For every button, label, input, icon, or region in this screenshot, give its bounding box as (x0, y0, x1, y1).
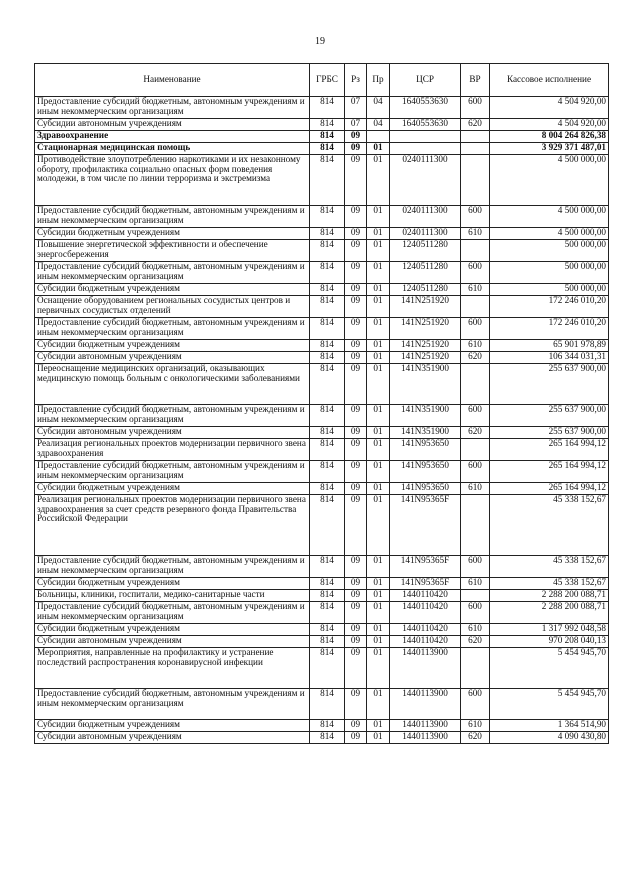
cell-pr: 01 (367, 732, 390, 744)
cell-vr (461, 155, 490, 206)
cell-name: Мероприятия, направленные на профилактику и устранение последствий распространения коронавирусной инфекции (35, 648, 310, 689)
cell-rz: 09 (345, 284, 367, 296)
cell-grbs: 814 (310, 262, 345, 284)
cell-csr: 1440113900 (390, 689, 461, 720)
cell-rz: 07 (345, 119, 367, 131)
cell-csr: 1440110420 (390, 590, 461, 602)
cell-grbs: 814 (310, 352, 345, 364)
cell-vr (461, 143, 490, 155)
cell-grbs: 814 (310, 689, 345, 720)
cell-rz: 09 (345, 720, 367, 732)
cell-grbs: 814 (310, 284, 345, 296)
cell-pr: 01 (367, 556, 390, 578)
cell-name: Субсидии бюджетным учреждениям (35, 624, 310, 636)
cell-vr: 600 (461, 461, 490, 483)
cell-pr: 01 (367, 143, 390, 155)
cell-name: Больницы, клиники, госпитали, медико-санитарные части (35, 590, 310, 602)
cell-vr: 610 (461, 228, 490, 240)
cell-name: Стационарная медицинская помощь (35, 143, 310, 155)
cell-name: Субсидии бюджетным учреждениям (35, 720, 310, 732)
cell-name: Субсидии бюджетным учреждениям (35, 483, 310, 495)
cell-vr: 610 (461, 340, 490, 352)
cell-csr: 141N95365F (390, 495, 461, 556)
cell-amount: 4 504 920,00 (490, 97, 609, 119)
cell-pr: 01 (367, 590, 390, 602)
cell-rz: 09 (345, 483, 367, 495)
table-row (35, 284, 609, 296)
cell-csr: 141N953650 (390, 483, 461, 495)
cell-pr: 04 (367, 119, 390, 131)
cell-amount: 65 901 978,89 (490, 340, 609, 352)
cell-vr: 600 (461, 97, 490, 119)
cell-vr: 620 (461, 636, 490, 648)
cell-grbs: 814 (310, 318, 345, 340)
cell-csr: 141N351900 (390, 405, 461, 427)
cell-pr: 01 (367, 461, 390, 483)
cell-grbs: 814 (310, 720, 345, 732)
cell-name: Предоставление субсидий бюджетным, автономным учреждениям и иным некоммерческим организациям (35, 97, 310, 119)
cell-grbs: 814 (310, 495, 345, 556)
cell-pr: 01 (367, 689, 390, 720)
cell-amount: 970 208 040,13 (490, 636, 609, 648)
cell-grbs: 814 (310, 228, 345, 240)
cell-amount: 106 344 031,31 (490, 352, 609, 364)
cell-rz: 09 (345, 143, 367, 155)
cell-pr: 01 (367, 284, 390, 296)
cell-rz: 09 (345, 352, 367, 364)
cell-csr (390, 143, 461, 155)
cell-rz: 09 (345, 495, 367, 556)
cell-rz: 09 (345, 578, 367, 590)
table-row (35, 119, 609, 131)
table-row (35, 155, 609, 206)
cell-vr: 610 (461, 720, 490, 732)
cell-pr: 01 (367, 206, 390, 228)
header-amount: Кассовое исполнение (490, 64, 609, 97)
cell-vr (461, 648, 490, 689)
cell-grbs: 814 (310, 206, 345, 228)
cell-amount: 4 500 000,00 (490, 206, 609, 228)
cell-rz: 09 (345, 131, 367, 143)
cell-pr: 01 (367, 364, 390, 405)
cell-pr: 01 (367, 648, 390, 689)
cell-grbs: 814 (310, 131, 345, 143)
cell-csr: 141N251920 (390, 340, 461, 352)
cell-name: Субсидии автономным учреждениям (35, 352, 310, 364)
cell-vr: 620 (461, 352, 490, 364)
cell-csr: 1240511280 (390, 262, 461, 284)
cell-csr: 1440110420 (390, 602, 461, 624)
cell-csr: 1440110420 (390, 636, 461, 648)
cell-name: Предоставление субсидий бюджетным, автономным учреждениям и иным некоммерческим организациям (35, 602, 310, 624)
cell-csr: 1240511280 (390, 284, 461, 296)
table-row (35, 461, 609, 483)
cell-grbs: 814 (310, 155, 345, 206)
cell-rz: 09 (345, 206, 367, 228)
cell-grbs: 814 (310, 648, 345, 689)
cell-vr (461, 131, 490, 143)
cell-name: Предоставление субсидий бюджетным, автономным учреждениям и иным некоммерческим организациям (35, 262, 310, 284)
table-row (35, 427, 609, 439)
header-vr: ВР (461, 64, 490, 97)
cell-grbs: 814 (310, 143, 345, 155)
cell-vr: 610 (461, 284, 490, 296)
table-row (35, 648, 609, 689)
cell-rz: 09 (345, 590, 367, 602)
cell-csr: 141N251920 (390, 296, 461, 318)
cell-csr: 1640553630 (390, 97, 461, 119)
cell-grbs: 814 (310, 340, 345, 352)
cell-grbs: 814 (310, 590, 345, 602)
cell-amount: 2 288 200 088,71 (490, 602, 609, 624)
cell-amount: 4 500 000,00 (490, 155, 609, 206)
cell-pr: 01 (367, 483, 390, 495)
cell-amount: 172 246 010,20 (490, 318, 609, 340)
cell-vr: 620 (461, 119, 490, 131)
cell-grbs: 814 (310, 602, 345, 624)
page-number: 19 (315, 36, 325, 47)
cell-grbs: 814 (310, 461, 345, 483)
cell-amount: 4 090 430,80 (490, 732, 609, 744)
cell-grbs: 814 (310, 578, 345, 590)
cell-amount: 265 164 994,12 (490, 461, 609, 483)
cell-pr: 01 (367, 340, 390, 352)
cell-grbs: 814 (310, 296, 345, 318)
table-row (35, 405, 609, 427)
cell-vr (461, 364, 490, 405)
cell-name: Предоставление субсидий бюджетным, автономным учреждениям и иным некоммерческим организациям (35, 206, 310, 228)
cell-grbs: 814 (310, 364, 345, 405)
cell-amount: 5 454 945,70 (490, 689, 609, 720)
cell-csr: 1440110420 (390, 624, 461, 636)
cell-pr: 01 (367, 228, 390, 240)
cell-rz: 09 (345, 556, 367, 578)
table-row (35, 296, 609, 318)
cell-grbs: 814 (310, 556, 345, 578)
table-row (35, 624, 609, 636)
cell-name: Здравоохранение (35, 131, 310, 143)
cell-pr: 01 (367, 318, 390, 340)
cell-pr: 01 (367, 495, 390, 556)
cell-rz: 09 (345, 405, 367, 427)
cell-rz: 09 (345, 228, 367, 240)
cell-pr: 01 (367, 439, 390, 461)
table-row (35, 97, 609, 119)
cell-name: Предоставление субсидий бюджетным, автономным учреждениям и иным некоммерческим организациям (35, 556, 310, 578)
cell-csr: 141N953650 (390, 439, 461, 461)
cell-vr (461, 495, 490, 556)
cell-name: Переоснащение медицинских организаций, оказывающих медицинскую помощь больным с онкологическими заболеваниями (35, 364, 310, 405)
cell-rz: 09 (345, 624, 367, 636)
cell-amount: 2 288 200 088,71 (490, 590, 609, 602)
cell-name: Субсидии бюджетным учреждениям (35, 284, 310, 296)
cell-vr (461, 439, 490, 461)
cell-pr: 01 (367, 296, 390, 318)
header-grbs: ГРБС (310, 64, 345, 97)
cell-amount: 45 338 152,67 (490, 556, 609, 578)
cell-vr: 600 (461, 602, 490, 624)
cell-pr: 01 (367, 155, 390, 206)
cell-csr: 141N95365F (390, 578, 461, 590)
table-row (35, 495, 609, 556)
cell-pr: 01 (367, 602, 390, 624)
cell-amount: 500 000,00 (490, 262, 609, 284)
cell-vr: 600 (461, 556, 490, 578)
table-row (35, 240, 609, 262)
cell-csr: 141N251920 (390, 318, 461, 340)
cell-grbs: 814 (310, 97, 345, 119)
cell-amount: 4 500 000,00 (490, 228, 609, 240)
cell-amount: 265 164 994,12 (490, 483, 609, 495)
cell-amount: 255 637 900,00 (490, 364, 609, 405)
cell-name: Субсидии бюджетным учреждениям (35, 228, 310, 240)
cell-vr: 600 (461, 405, 490, 427)
cell-csr: 0240111300 (390, 206, 461, 228)
cell-name: Субсидии автономным учреждениям (35, 119, 310, 131)
cell-csr: 141N953650 (390, 461, 461, 483)
cell-csr: 141N351900 (390, 364, 461, 405)
cell-name: Повышение энергетической эффективности и обеспечение энергосбережения (35, 240, 310, 262)
cell-csr: 1440113900 (390, 720, 461, 732)
header-name: Наименование (35, 64, 310, 97)
cell-csr: 0240111300 (390, 155, 461, 206)
cell-pr: 01 (367, 624, 390, 636)
cell-vr (461, 240, 490, 262)
cell-rz: 09 (345, 364, 367, 405)
cell-rz: 09 (345, 296, 367, 318)
cell-rz: 09 (345, 732, 367, 744)
cell-csr: 0240111300 (390, 228, 461, 240)
table-row (35, 578, 609, 590)
cell-grbs: 814 (310, 624, 345, 636)
cell-vr: 620 (461, 427, 490, 439)
table-row (35, 340, 609, 352)
cell-rz: 09 (345, 461, 367, 483)
cell-name: Противодействие злоупотреблению наркотиками и их незаконному обороту, профилактика социально опасных форм поведения молодежи, в том числе по линии терроризма и экстремизма (35, 155, 310, 206)
table-row (35, 131, 609, 143)
table-row (35, 732, 609, 744)
cell-amount: 255 637 900,00 (490, 405, 609, 427)
cell-grbs: 814 (310, 636, 345, 648)
cell-rz: 09 (345, 155, 367, 206)
cell-vr: 610 (461, 624, 490, 636)
table-row (35, 689, 609, 720)
cell-rz: 09 (345, 340, 367, 352)
cell-vr: 600 (461, 262, 490, 284)
cell-rz: 09 (345, 427, 367, 439)
table-row (35, 318, 609, 340)
cell-grbs: 814 (310, 439, 345, 461)
cell-pr: 01 (367, 636, 390, 648)
cell-amount: 3 929 371 487,01 (490, 143, 609, 155)
cell-rz: 09 (345, 636, 367, 648)
cell-name: Реализация региональных проектов модернизации первичного звена здравоохранения за счет средств резервного фонда Правительства Российской Федерации (35, 495, 310, 556)
cell-rz: 09 (345, 648, 367, 689)
cell-name: Субсидии бюджетным учреждениям (35, 340, 310, 352)
cell-name: Субсидии автономным учреждениям (35, 732, 310, 744)
cell-csr: 141N95365F (390, 556, 461, 578)
table-row (35, 720, 609, 732)
cell-vr: 600 (461, 206, 490, 228)
table-row (35, 602, 609, 624)
table-row (35, 483, 609, 495)
cell-amount: 500 000,00 (490, 284, 609, 296)
cell-pr: 01 (367, 240, 390, 262)
table-row (35, 206, 609, 228)
cell-rz: 09 (345, 318, 367, 340)
cell-pr: 01 (367, 352, 390, 364)
cell-amount: 265 164 994,12 (490, 439, 609, 461)
cell-vr: 620 (461, 732, 490, 744)
table-row (35, 228, 609, 240)
table-row (35, 556, 609, 578)
cell-csr: 1240511280 (390, 240, 461, 262)
table-row (35, 590, 609, 602)
cell-rz: 09 (345, 602, 367, 624)
cell-amount: 4 504 920,00 (490, 119, 609, 131)
table-row (35, 143, 609, 155)
cell-name: Оснащение оборудованием региональных сосудистых центров и первичных сосудистых отделений (35, 296, 310, 318)
cell-vr: 610 (461, 483, 490, 495)
cell-amount: 1 364 514,90 (490, 720, 609, 732)
table-row (35, 262, 609, 284)
cell-csr: 141N351900 (390, 427, 461, 439)
table-row (35, 439, 609, 461)
cell-grbs: 814 (310, 483, 345, 495)
cell-csr: 1440113900 (390, 648, 461, 689)
table-row (35, 636, 609, 648)
cell-name: Предоставление субсидий бюджетным, автономным учреждениям и иным некоммерческим организациям (35, 405, 310, 427)
cell-amount: 8 004 264 826,38 (490, 131, 609, 143)
cell-rz: 09 (345, 240, 367, 262)
table-row (35, 364, 609, 405)
cell-name: Субсидии автономным учреждениям (35, 636, 310, 648)
cell-vr (461, 296, 490, 318)
cell-grbs: 814 (310, 240, 345, 262)
cell-vr: 610 (461, 578, 490, 590)
cell-pr (367, 131, 390, 143)
cell-amount: 1 317 992 048,58 (490, 624, 609, 636)
cell-amount: 500 000,00 (490, 240, 609, 262)
table-header-row (35, 64, 609, 97)
cell-pr: 01 (367, 262, 390, 284)
budget-execution-table (34, 63, 609, 744)
cell-csr: 1640553630 (390, 119, 461, 131)
cell-rz: 07 (345, 97, 367, 119)
cell-pr: 01 (367, 578, 390, 590)
cell-amount: 45 338 152,67 (490, 578, 609, 590)
cell-name: Предоставление субсидий бюджетным, автономным учреждениям и иным некоммерческим организациям (35, 318, 310, 340)
cell-vr (461, 590, 490, 602)
cell-rz: 09 (345, 689, 367, 720)
cell-name: Субсидии бюджетным учреждениям (35, 578, 310, 590)
cell-grbs: 814 (310, 405, 345, 427)
cell-grbs: 814 (310, 119, 345, 131)
cell-name: Субсидии автономным учреждениям (35, 427, 310, 439)
cell-grbs: 814 (310, 732, 345, 744)
cell-grbs: 814 (310, 427, 345, 439)
table-row (35, 352, 609, 364)
cell-amount: 5 454 945,70 (490, 648, 609, 689)
cell-pr: 01 (367, 427, 390, 439)
cell-name: Предоставление субсидий бюджетным, автономным учреждениям и иным некоммерческим организациям (35, 461, 310, 483)
cell-csr (390, 131, 461, 143)
cell-rz: 09 (345, 262, 367, 284)
header-csr: ЦСР (390, 64, 461, 97)
cell-vr: 600 (461, 318, 490, 340)
header-pr: Пр (367, 64, 390, 97)
cell-csr: 1440113900 (390, 732, 461, 744)
cell-pr: 01 (367, 405, 390, 427)
cell-name: Реализация региональных проектов модернизации первичного звена здравоохранения (35, 439, 310, 461)
cell-amount: 172 246 010,20 (490, 296, 609, 318)
cell-rz: 09 (345, 439, 367, 461)
cell-amount: 255 637 900,00 (490, 427, 609, 439)
cell-pr: 01 (367, 720, 390, 732)
cell-vr: 600 (461, 689, 490, 720)
cell-csr: 141N251920 (390, 352, 461, 364)
header-rz: Рз (345, 64, 367, 97)
cell-name: Предоставление субсидий бюджетным, автономным учреждениям и иным некоммерческим организациям (35, 689, 310, 720)
table-body (35, 97, 609, 744)
cell-pr: 04 (367, 97, 390, 119)
cell-amount: 45 338 152,67 (490, 495, 609, 556)
